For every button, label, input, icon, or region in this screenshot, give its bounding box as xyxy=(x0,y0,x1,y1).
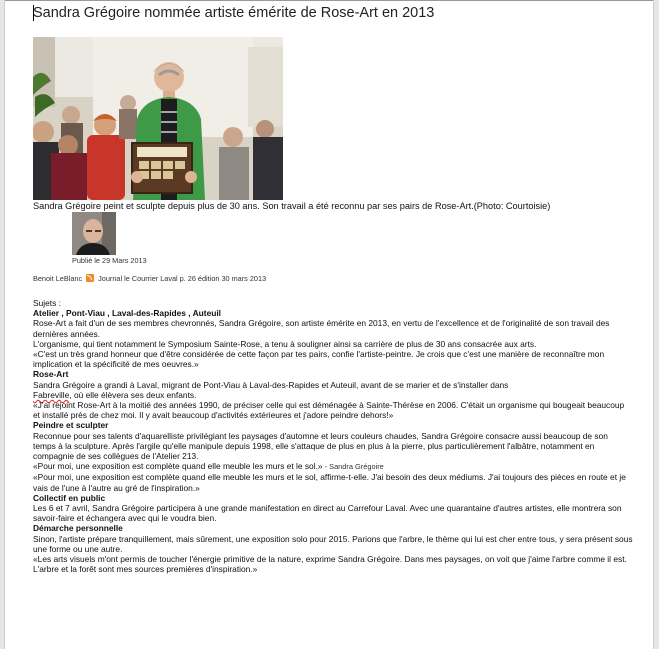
document-page xyxy=(4,0,654,649)
article-body xyxy=(33,298,633,574)
sujets-tags[interactable]: Atelier , Pont-Viau , Laval-des-Rapides , Auteuil xyxy=(33,308,222,319)
section-heading: Collectif en public xyxy=(33,492,106,503)
author-link[interactable]: Benoit LeBlanc xyxy=(33,274,83,283)
section-quote: «Les arts visuels m'ont permis de toucher l'énergie primitive de la nature, exprime Sandra Grégoire. Dans mes paysages, on voit que j'aime l'arbre comme il est. L'arbre et la forêt sont mes sources premières d'inspiration.» xyxy=(33,554,627,575)
sujets-label: Sujets : xyxy=(33,298,61,308)
author-avatar xyxy=(72,212,116,255)
section-heading: Peindre et sculpter xyxy=(33,420,109,431)
section-paragraph: Sinon, l'artiste prépare tranquillement, mais sûrement, une exposition solo pour 2015. Parions que l'arbre, le thème qui lui est cher entre tous, y sera présent sous une forme ou une autre. xyxy=(33,533,633,554)
byline xyxy=(33,274,266,283)
page-top-border xyxy=(5,0,653,1)
section-paragraph: Les 6 et 7 avril, Sandra Grégoire participera à une grande manifestation en direct au Carrefour Laval. Avec une quarantaine d'autres artistes, elle montrera son savoir-faire et échangera avec qui le voudra bien. xyxy=(33,503,622,524)
intro-paragraph: Rose-Art a fait d'un de ses membres chevronnés, Sandra Grégoire, son artiste émérite en 2013, en vertu de l'excellence et de l'originalité de son travail des dernières années. xyxy=(33,318,610,339)
award-photo xyxy=(33,37,283,200)
intro-quote: «C'est un très grand honneur que d'être considérée de cette façon par tes pairs, confie l'artiste-peintre. Je crois que c'est une manière de reconnaître mon implication et la spécificité de mes oeuvres.» xyxy=(33,349,605,370)
rss-icon[interactable] xyxy=(86,274,94,282)
misspelled-word[interactable]: Fabreville xyxy=(33,389,70,400)
section-paragraph: Reconnue pour ses talents d'aquarelliste privilégiant les paysages d'automne et leurs couleurs chaudes, Sandra Grégoire consacre aussi beaucoup de son temps à la sculpture. Après l'argile qu'elle manipule depuis 1998, elle s'attaque de plus en plus à la pierre, plus particulièrement l'albâtre, notamment en compagnie de ses collègues de l'Atelier 213. xyxy=(33,430,608,462)
section-quote: «J'ai rejoint Rose-Art à la moitié des années 1990, de préciser celle qui est déménagée à Sainte-Thérèse en 2006. C'était un organisme qui bougeait beaucoup et installé près de chez moi. Il y avait beaucoup d'activités extérieures et j'adore peindre dehors!» xyxy=(33,400,625,421)
pull-quote-source: - Sandra Grégoire xyxy=(322,462,384,472)
section-heading: Rose-Art xyxy=(33,369,69,380)
publish-date: Publié le 29 Mars 2013 xyxy=(72,256,147,265)
article-title[interactable]: Sandra Grégoire nommée artiste émérite de Rose-Art en 2013 xyxy=(33,5,435,21)
source-text: Journal le Courrier Laval p. 26 édition 30 mars 2013 xyxy=(98,274,267,283)
intro-paragraph: L'organisme, qui tient notamment le Symposium Sainte-Rose, a tenu à souligner ainsi sa carrière de plus de 30 ans consacrée aux arts. xyxy=(33,338,537,349)
section-quote: «Pour moi, une exposition est complète quand elle meuble les murs et le sol, affirme-t-elle. J'ai besoin des deux médiums. J'ai toujours des pièces en route et je vais de l'une à l'autre au gré de l'inspiration.» xyxy=(33,472,626,493)
pull-quote: «Pour moi, une exposition est complète quand elle meuble les murs et le sol.» - Sandra Grégoire xyxy=(33,461,384,472)
photo-caption: Sandra Grégoire peint et sculpte depuis plus de 30 ans. Son travail a été reconnu par ses pairs de Rose-Art.(Photo: Courtoisie) xyxy=(33,201,551,211)
section-heading: Démarche personnelle xyxy=(33,523,123,534)
section-paragraph: Sandra Grégoire a grandi à Laval, migrant de Pont-Viau à Laval-des-Rapides et Auteuil, avant de se marier et de s'installer dans Fabreville, où elle élèvera ses deux enfants. xyxy=(33,379,509,400)
